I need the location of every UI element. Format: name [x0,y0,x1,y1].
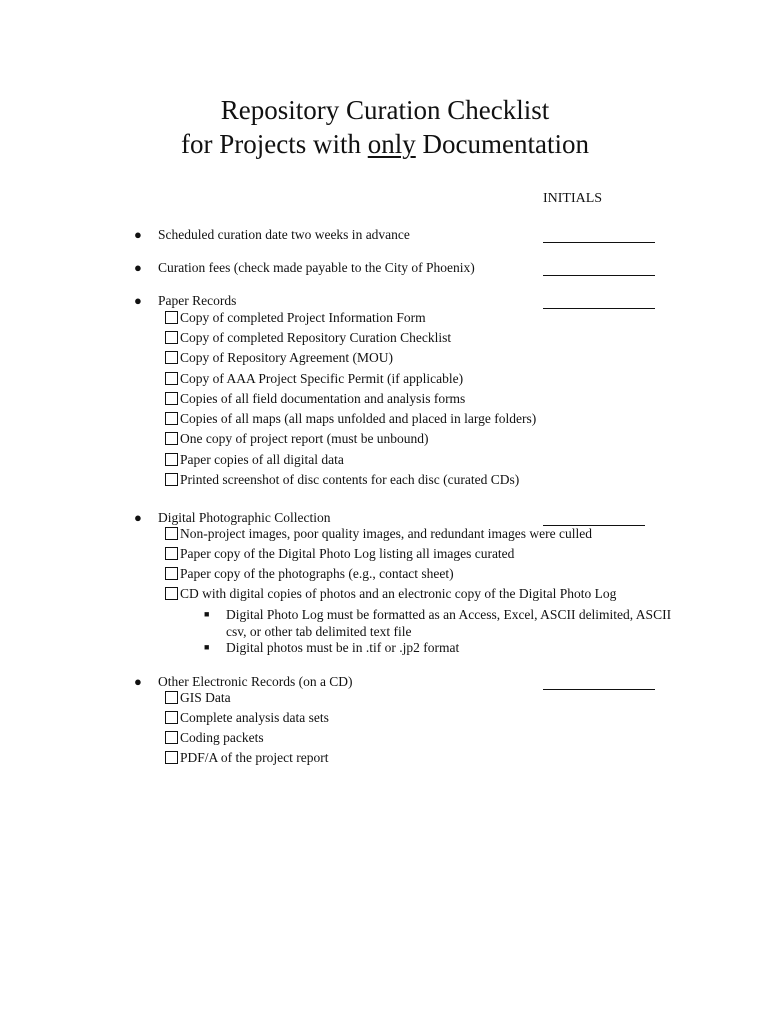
checkbox-label: PDF/A of the project report [180,750,329,765]
checkbox[interactable] [165,473,178,486]
document-title-line1: Repository Curation Checklist [220,95,550,125]
bullet-icon: ● [134,260,142,275]
subitem-text: Digital Photo Log must be formatted as an Access, Excel, ASCII delimited, ASCII csv, or other tab delimited text file [226,607,672,639]
paper-checkbox-item[interactable] [165,410,536,427]
item-label: Paper Records [158,293,237,308]
photo-checkbox-item[interactable] [165,585,616,602]
title-emphasis-only: only [367,129,416,159]
electronic-checkbox-item[interactable] [165,729,264,746]
initials-line[interactable] [543,292,655,309]
electronic-checkbox-item[interactable] [165,709,329,726]
checkbox-label: Non-project images, poor quality images, and redundant images were culled [180,526,592,541]
checkbox[interactable] [165,751,178,764]
paper-checkbox-item[interactable] [165,349,393,366]
checkbox-label: Coding packets [180,730,264,745]
square-bullet-icon: ■ [204,609,210,619]
checkbox[interactable] [165,453,178,466]
electronic-checkbox-item[interactable] [165,689,231,706]
paper-checkbox-item[interactable] [165,451,344,468]
checkbox[interactable] [165,527,178,540]
checkbox[interactable] [165,711,178,724]
checkbox[interactable] [165,691,178,704]
checkbox-label: One copy of project report (must be unbound) [180,431,429,446]
paper-checkbox-item[interactable] [165,430,429,447]
document-title-line2 [0,127,770,161]
paper-checkbox-item[interactable] [165,471,519,488]
paper-checkbox-item[interactable] [165,370,463,387]
item-label: Scheduled curation date two weeks in advance [158,227,410,242]
bullet-icon: ● [134,227,142,242]
photo-checkbox-item[interactable] [165,565,454,582]
checkbox[interactable] [165,432,178,445]
electronic-checkbox-item[interactable] [165,749,328,766]
subitem-text: Digital photos must be in .tif or .jp2 format [226,640,460,655]
checkbox-label: Printed screenshot of disc contents for each disc (curated CDs) [180,472,520,487]
checkbox-label: Copy of completed Project Information Form [180,310,426,325]
photo-checkbox-item[interactable] [165,525,592,542]
initials-header: INITIALS [543,191,603,206]
initials-line[interactable] [543,226,655,243]
photo-checkbox-item[interactable] [165,545,514,562]
bullet-icon: ● [134,293,142,308]
checkbox[interactable] [165,351,178,364]
checkbox[interactable] [165,547,178,560]
checkbox-label: Copies of all field documentation and analysis forms [180,391,466,406]
checkbox[interactable] [165,331,178,344]
item-label: Digital Photographic Collection [158,510,331,525]
paper-checkbox-item[interactable] [165,309,426,326]
square-bullet-icon: ■ [204,642,210,652]
checkbox-label: Copy of completed Repository Curation Checklist [180,330,452,345]
initials-line[interactable] [543,509,645,526]
checkbox-label: Paper copy of the photographs (e.g., contact sheet) [180,566,454,581]
checkbox-label: GIS Data [180,690,231,705]
checkbox[interactable] [165,731,178,744]
title-line2-suffix: Documentation [415,129,589,159]
checkbox[interactable] [165,587,178,600]
checkbox[interactable] [165,412,178,425]
checkbox-label: Paper copy of the Digital Photo Log listing all images curated [180,546,515,561]
paper-checkbox-item[interactable] [165,390,465,407]
item-label: Curation fees (check made payable to the City of Phoenix) [158,260,475,275]
title-line2-prefix: for Projects with [181,129,368,159]
checkbox-label: CD with digital copies of photos and an electronic copy of the Digital Photo Log [180,586,617,601]
checkbox-label: Copies of all maps (all maps unfolded and placed in large folders) [180,411,537,426]
checkbox[interactable] [165,567,178,580]
checkbox[interactable] [165,311,178,324]
checkbox-label: Copy of Repository Agreement (MOU) [180,350,393,365]
bullet-icon: ● [134,674,142,689]
initials-line[interactable] [543,673,655,690]
bullet-icon: ● [134,510,142,525]
checkbox-label: Paper copies of all digital data [180,452,344,467]
checkbox[interactable] [165,372,178,385]
item-label: Other Electronic Records (on a CD) [158,674,353,689]
paper-checkbox-item[interactable] [165,329,451,346]
checkbox-label: Complete analysis data sets [180,710,329,725]
initials-line[interactable] [543,259,655,276]
checkbox-label: Copy of AAA Project Specific Permit (if applicable) [180,371,464,386]
checkbox[interactable] [165,392,178,405]
